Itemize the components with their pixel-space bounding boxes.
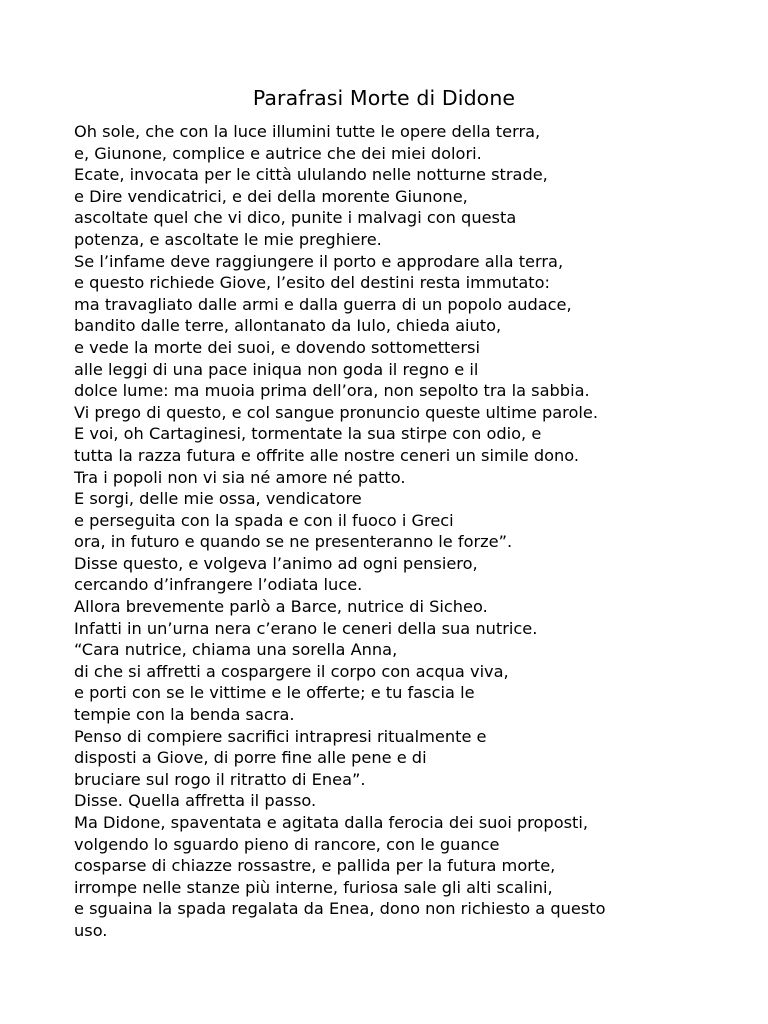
text-line: bandito dalle terre, allontanato da Iulo, chieda aiuto, <box>74 316 502 336</box>
text-line: “Cara nutrice, chiama una sorella Anna, <box>74 640 398 660</box>
text-line: Allora brevemente parlò a Barce, nutrice di Sicheo. <box>74 597 488 617</box>
document-body <box>74 121 734 942</box>
text-line: Ecate, invocata per le città ululando nelle notturne strade, <box>74 165 548 185</box>
text-line: tutta la razza futura e offrite alle nostre ceneri un simile dono. <box>74 445 580 465</box>
text-line: ora, in futuro e quando se ne presenteranno le forze”. <box>74 532 513 552</box>
text-line: dolce lume: ma muoia prima dell’ora, non sepolto tra la sabbia. <box>74 381 590 401</box>
text-line: e sguaina la spada regalata da Enea, dono non richiesto a questo <box>74 899 606 919</box>
text-line: irrompe nelle stanze più interne, furiosa sale gli alti scalini, <box>74 877 553 897</box>
text-line: e porti con se le vittime e le offerte; e tu fascia le <box>74 683 475 703</box>
text-line: ascoltate quel che vi dico, punite i malvagi con questa <box>74 208 517 228</box>
page-title: Parafrasi Morte di Didone <box>252 86 516 110</box>
text-line: E sorgi, delle mie ossa, vendicatore <box>74 489 362 509</box>
text-line: tempie con la benda sacra. <box>74 705 295 725</box>
text-line: e questo richiede Giove, l’esito del destini resta immutato: <box>74 273 550 293</box>
text-line: Se l’infame deve raggiungere il porto e approdare alla terra, <box>74 251 564 271</box>
text-line: Disse. Quella affretta il passo. <box>74 791 317 811</box>
text-line: alle leggi di una pace iniqua non goda il regno e il <box>74 359 479 379</box>
text-line: Penso di compiere sacrifici intrapresi ritualmente e <box>74 726 487 746</box>
text-line: ma travagliato dalle armi e dalla guerra di un popolo audace, <box>74 294 572 314</box>
text-line: di che si affretti a cospargere il corpo con acqua viva, <box>74 661 509 681</box>
text-line: Ma Didone, spaventata e agitata dalla ferocia dei suoi proposti, <box>74 813 589 832</box>
text-line: Oh sole, che con la luce illumini tutte le opere della terra, <box>74 122 541 141</box>
text-line: uso. <box>74 920 108 940</box>
text-line: E voi, oh Cartaginesi, tormentate la sua stirpe con odio, e <box>74 424 542 444</box>
text-line: potenza, e ascoltate le mie preghiere. <box>74 229 382 249</box>
text-line: cosparse di chiazze rossastre, e pallida per la futura morte, <box>74 856 556 876</box>
text-line: Infatti in un’urna nera c’erano le ceneri della sua nutrice. <box>74 618 538 638</box>
text-line: e vede la morte dei suoi, e dovendo sottomettersi <box>74 337 480 357</box>
text-line: Vi prego di questo, e col sangue pronuncio queste ultime parole. <box>74 402 598 422</box>
text-line: e perseguita con la spada e con il fuoco i Greci <box>74 510 454 530</box>
text-line: e, Giunone, complice e autrice che dei miei dolori. <box>74 143 482 163</box>
text-line: Disse questo, e volgeva l’animo ad ogni pensiero, <box>74 553 478 573</box>
text-line: Tra i popoli non vi sia né amore né patto. <box>74 467 406 487</box>
text-line: disposti a Giove, di porre fine alle pene e di <box>74 748 427 768</box>
text-line: bruciare sul rogo il ritratto di Enea”. <box>74 769 366 789</box>
text-line: e Dire vendicatrici, e dei della morente Giunone, <box>74 186 468 206</box>
text-line: volgendo lo sguardo pieno di rancore, con le guance <box>74 834 500 854</box>
text-line: cercando d’infrangere l’odiata luce. <box>74 575 363 595</box>
